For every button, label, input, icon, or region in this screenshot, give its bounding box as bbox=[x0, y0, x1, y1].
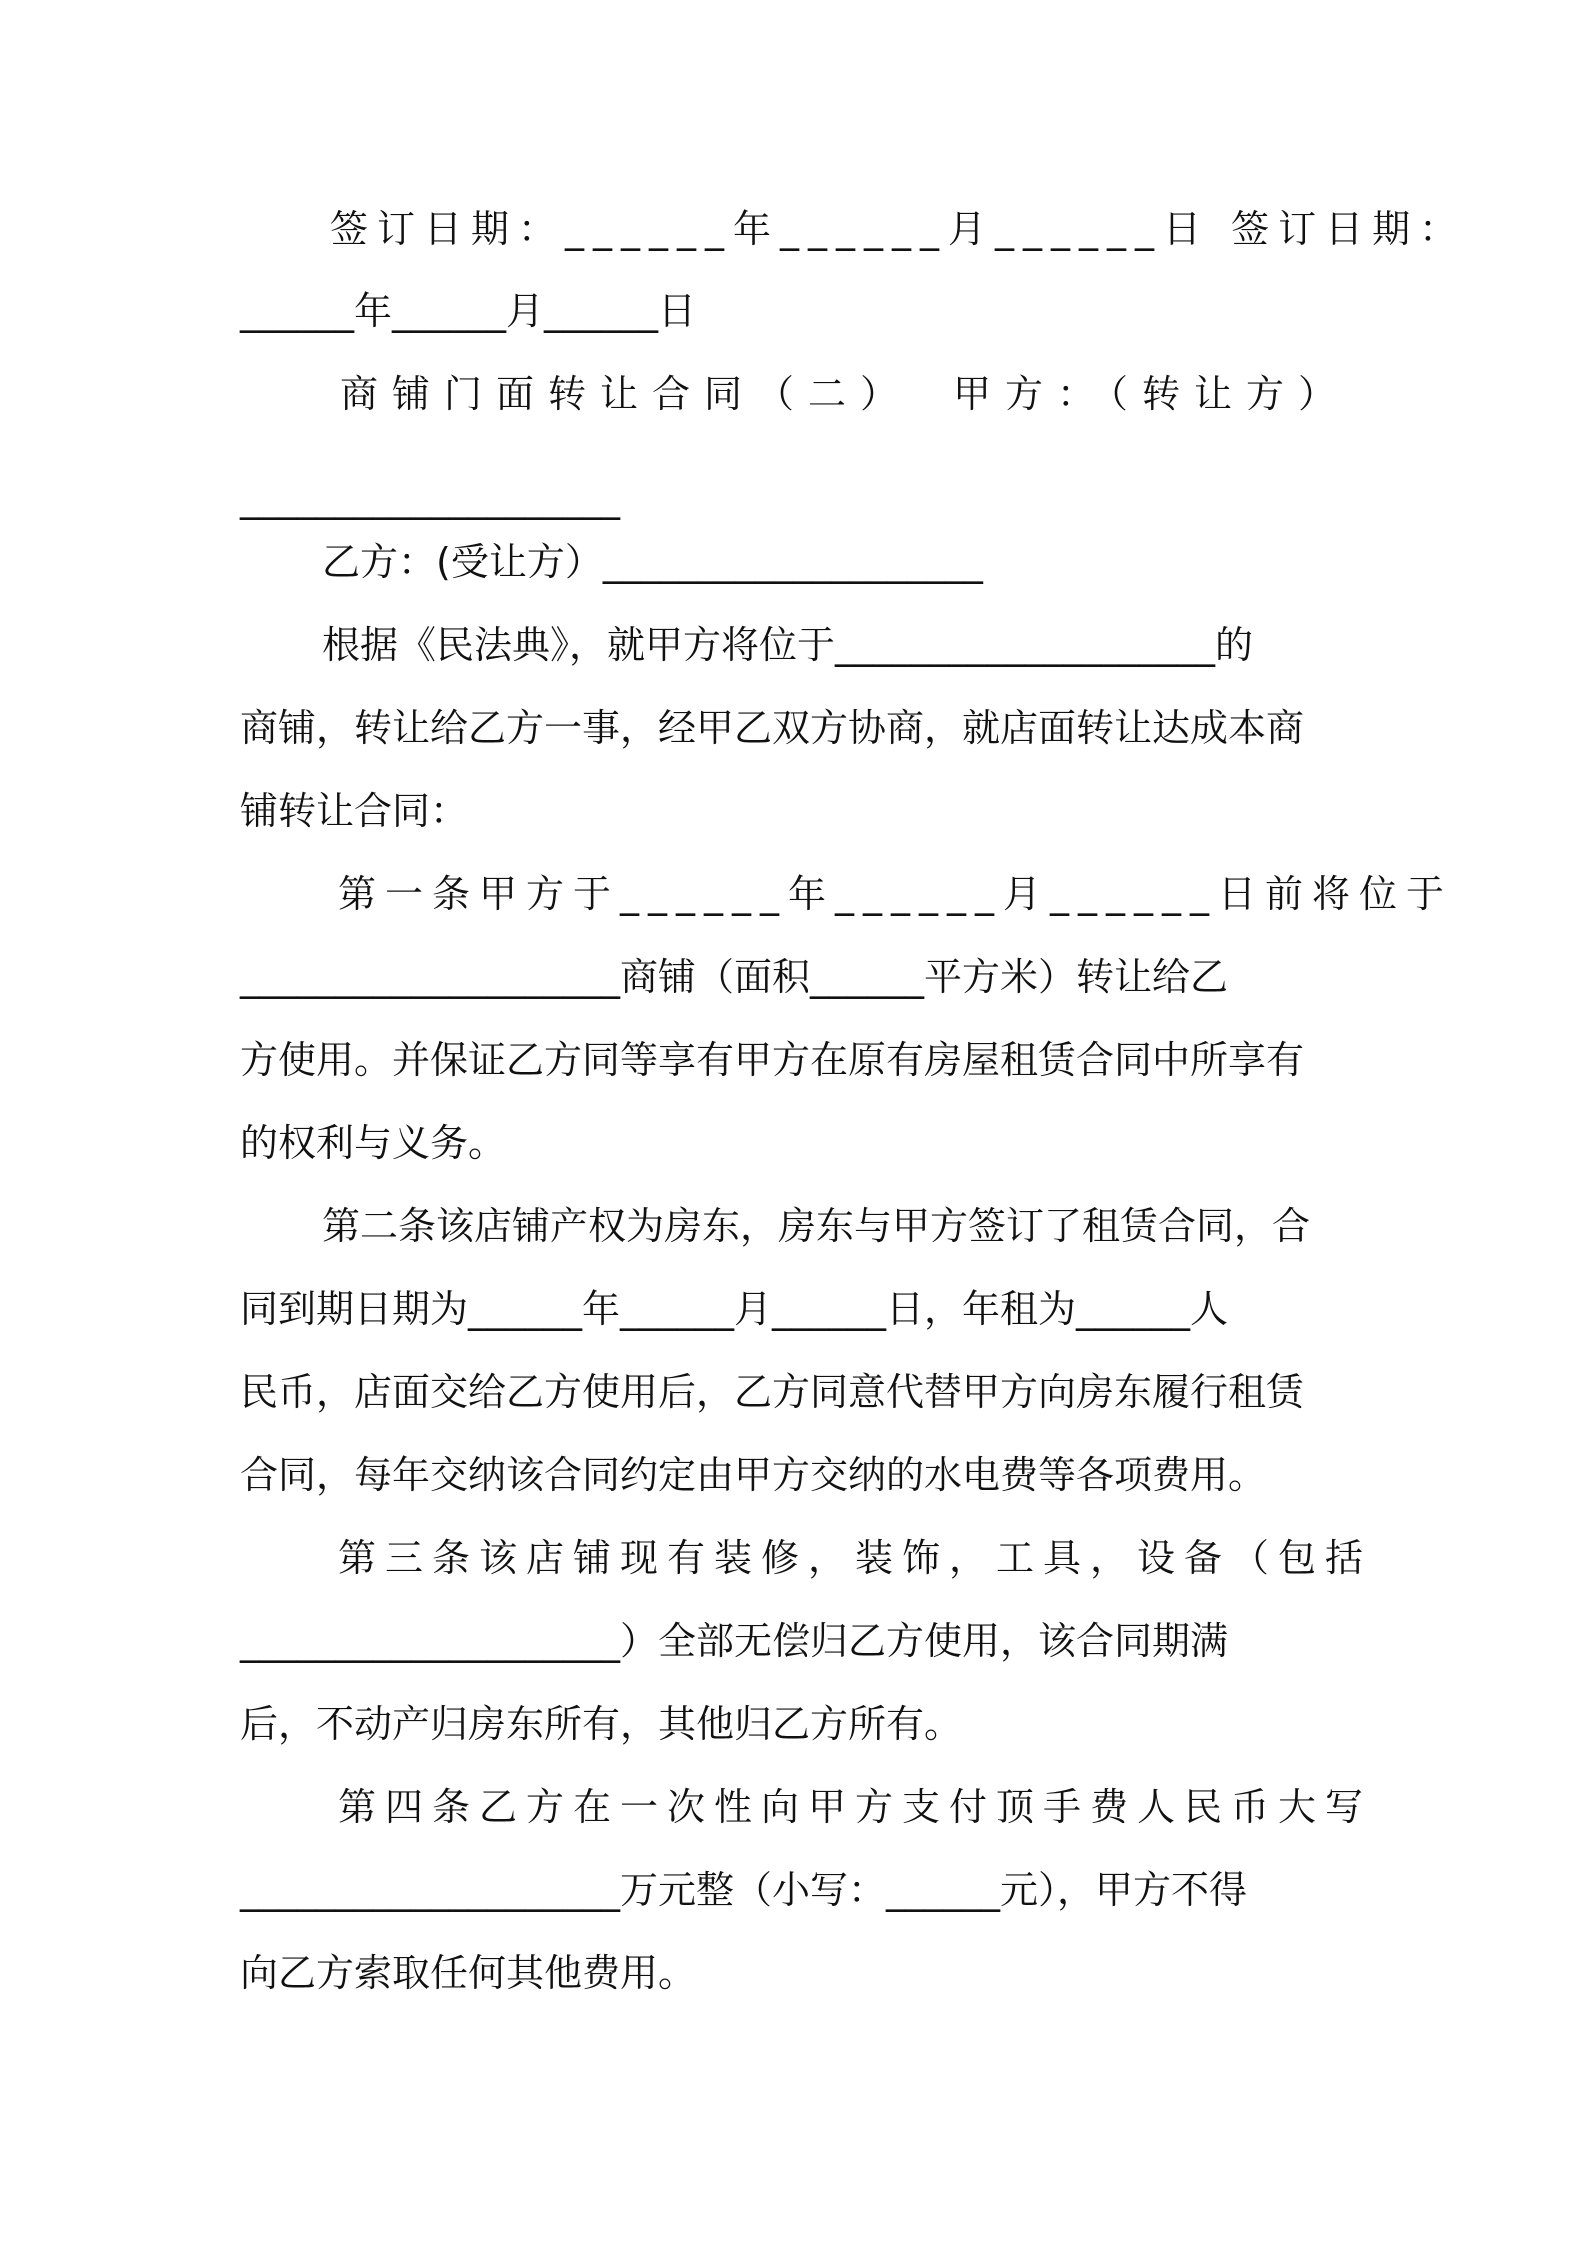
party-a-blank: ____________________ bbox=[240, 476, 620, 520]
article-1-line-3: 方使用。并保证乙方同等享有甲方在原有房屋租赁合同中所享有 bbox=[240, 1038, 1305, 1082]
article-3-line-3: 后，不动产归房东所有，其他归乙方所有。 bbox=[240, 1702, 963, 1746]
title-line bbox=[340, 370, 1350, 418]
party-b-line: 乙方：(受让方）____________________ bbox=[322, 540, 983, 584]
preamble-line-1: 根据《民法典》，就甲方将位于____________________的 bbox=[322, 623, 1254, 667]
article-3-line-1: 第三条该店铺现有装修，装饰，工具，设备（包括 bbox=[338, 1536, 1373, 1580]
article-4-line-2: ____________________万元整（小写：______元），甲方不得 bbox=[240, 1868, 1248, 1912]
party-a-label: 甲方：（转让方） bbox=[952, 372, 1350, 416]
preamble-line-2: 商铺，转让给乙方一事，经甲乙双方协商，就店面转让达成本商 bbox=[240, 706, 1305, 750]
article-1-line-1: 第一条甲方于______年______月______日前将位于 bbox=[338, 872, 1454, 916]
signing-date-continued: ______年______月______日 bbox=[240, 289, 697, 333]
article-2-line-4: 合同，每年交纳该合同约定由甲方交纳的水电费等各项费用。 bbox=[240, 1453, 1267, 1497]
article-4-line-1: 第四条乙方在一次性向甲方支付顶手费人民币大写 bbox=[338, 1785, 1373, 1829]
article-2-line-1: 第二条该店铺产权为房东，房东与甲方签订了租赁合同，合 bbox=[322, 1204, 1311, 1248]
article-4-line-3: 向乙方索取任何其他费用。 bbox=[240, 1951, 697, 1995]
article-2-line-2: 同到期日期为______年______月______日，年租为______人 bbox=[240, 1287, 1229, 1331]
article-2-line-3: 民币，店面交给乙方使用后，乙方同意代替甲方向房东履行租赁 bbox=[240, 1370, 1305, 1414]
article-1-line-4: 的权利与义务。 bbox=[240, 1121, 507, 1165]
contract-title: 商铺门面转让合同（二） bbox=[340, 372, 913, 416]
preamble-line-3: 铺转让合同： bbox=[240, 789, 469, 833]
article-3-line-2: ____________________）全部无偿归乙方使用，该合同期满 bbox=[240, 1619, 1229, 1663]
signing-date-line: 签订日期：______年______月______日 签订日期： bbox=[330, 207, 1467, 251]
article-1-line-2: ____________________商铺（面积______平方米）转让给乙 bbox=[240, 955, 1229, 999]
